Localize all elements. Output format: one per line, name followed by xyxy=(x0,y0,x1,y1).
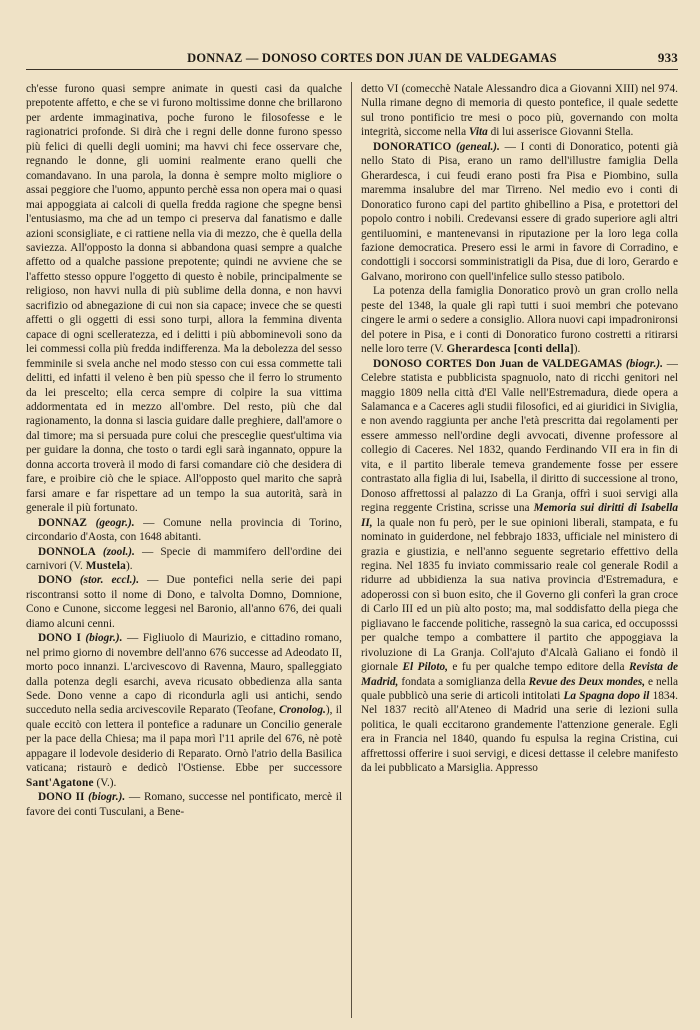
cross-reference: Mustela xyxy=(85,559,127,572)
two-column-body xyxy=(26,82,678,1018)
left-column xyxy=(26,82,352,1018)
right-column xyxy=(352,82,678,1018)
entry-dono-ii: DONO II (biogr.). — Romano, successe nel pontificato, mercè il favore dei conti Tusculani, a Bene- xyxy=(26,791,343,818)
paragraph-continuation: ch'esse furono quasi sempre animate in questi casi da qualche prepotente affetto, e che se vi furono moltissime donne che brillarono per ardente immaginativa, poche furono le filosofesse e le ragionatrici profonde. Si dirà che i regni delle donne furono spesso più felici di quelli degli uomini; ma havvi chi fece osservare che, regnando le donne, gli uomini realmente erano quelli che comandavano. In una parola, la donna è sempre molto migliore o assai peggiore che l'uomo, appunto perchè essa non opera mai o quasi mai appoggiata ai calcoli di quella fredda ragione che spegne bensì l'entusiasmo, ma che ad un tempo ci preserva dal fanatismo e dalle azioni sconsigliate, e ci rattiene nella via di mezzo, che è quella della saviezza. All'opposto la donna si abbandona quasi sempre a qualche affetto od a qualche passione prepotente; quindi ne avviene che se l'affetto stesso oppure l'oggetto di questo è nobile, principalmente se religioso, non havvi nulla di più sublime della donna, e non havvi sacrifizio od abnegazione di cui non sia capace; invece che se questi affetti o gli oggetti di essi sono turpi, allora la femmina diventa capace di ogni scelleratezza, ed i delitti i più abbominevoli sono da lei commessi colla più fredda indifferenza. Ma la debolezza del sesso femminile si svela anche nel modo stesso con cui essa commette tali delitti, ed infatti il veleno è ben più spesso che il ferro lo strumento da lei prescelto; ella cerca sempre di colpire la sua vittima addormentata ed in mezzo all'ombre. Del resto, più che dal ragionamento, la donna si lascia guidare dalle preghiere, dall'amore o dal timore; ma si persuada pure colui che presceglie quest'ultima via per guidare la donna, che tosto o tardi egli sarà ingannato, oppure la donna accorta troverà il modo di farsi comandare ciò che desidera di fare, e proibire ciò che le spiace. All'opposto quel marito che saprà farsi amare e far rispettare ad un tempo la sua autorità, sarà in generale il più fortunato. xyxy=(26,83,342,515)
cross-reference: Gherardesca [conti della] xyxy=(446,343,574,356)
entry-donnola: DONNOLA (zool.). — Specie di mammifero dell'ordine dei carnivori (V. Mustela). xyxy=(26,545,343,572)
cross-reference: Sant'Agatone xyxy=(26,776,94,789)
entry-donoso-cortes: DONOSO CORTES Don Juan de VALDEGAMAS (biogr.). — Celebre statista e pubblicista spagnuolo, nato di ricchi genitori nel maggio 1809 nella città d'El Valle nell'Estremadura, diede opera a Salamanca e a Caceres agli studii filosofici, ed ai giuridici in Siviglia, e non avendo raggiunta per anche l'età prescritta dai regolamenti per essere ammesso nell'ordine degli avvocati, divenne professore al collegio di Caceres. Nel 1832, quando Ferdinando VII era in fin di vita, e il partito liberale temeva grandemente fosse per essere contrastato alla figlia di lui, Isabella, il diritto di successione al trono, Donoso affrettossi al palazzo di La Granja, offrì i suoi servigi alla regina reggente Cristina, scrisse una Memoria sui diritti di Isabella II, la quale non fu però, per le sue opinioni liberali, stampata, e fu nominato in guiderdone, nel febbrajo 1833, ufficiale nel ministero di grazia e giustizia, e nell'anno seguente segretario effettivo della regina. Nel 1835 fu inviato commissario reale col generale Rodil a ridurre ad ubbidienza la sua nativa provincia d'Estremadura, e adoperossi con sì buon esito, che il Governo gli conferì la gran croce di Carlo III ed un più alto posto; ma, mal soddisfatto della piega che pigliavano le faccende politiche, rassegnò la sua carica, ed occuposssi per qualche tempo a combattere il partito che appoggiava la rivoluzione di La Granja. Coll'ajuto d'Alcalà Galiano ei fondò il giornale El Piloto, e fu per qualche tempo editore della Revista de Madrid, fondata a somiglianza della Revue des Deux mondes, e nella quale pubblicò una serie di articoli intitolati La Spagna dopo il 1834. Nel 1837 recitò all'Ateneo di Madrid una serie di lezioni sulla politica, le quali eccitarono grandemente l'attenzione generale. Egli era in Francia nel 1840, quando fu espulsa la regina Cristina, cui affrettossi offerire i suoi servigi, e dicesi dettasse il celebre manifesto da lei pubblicato a Marsiglia. Appresso xyxy=(361,357,678,775)
header-title: DONNAZ — DONOSO CORTES DON JUAN DE VALDEGAMAS xyxy=(187,51,557,65)
entry-donoratico: DONORATICO (geneal.). — I conti di Donoratico, potenti già nello Stato di Pisa, erano un ramo dell'illustre famiglia Della Gherardesca, i cui feudi erano posti fra Pisa e Piombino, sulla maremma insalubre del mar Tirreno. Nel medio evo i conti di Donoratico furono capi del partito ghibellino a Pisa, e protettori del popolo contro i nobili. Credevansi essere di grado superiore agli altri gentiluomini, e mantenevansi in riputazione per la loro lega colla fazione democratica. Presero essi le armi in favore di Corradino, e condottigli i soccorsi somministratigli da Pisa, due di loro, Gerardo e Galvano, morirono con quell'infelice sullo stesso patibolo. xyxy=(361,140,678,283)
running-header xyxy=(26,50,678,66)
entry-dono-i: DONO I (biogr.). — Figliuolo di Maurizio, e cittadino romano, nel primo giorno di novembre dell'anno 676 successe ad Adeodato II, morto poco innanzi. L'arcivescovo di Ravenna, Mauro, spalleggiato dalla potenza degli esarchi, aveva ricusato obbedienza alla santa Sede. Dono venne a capo di ricondurla agli usi antichi, sendo succeduto nella sedia arcivescovile Reparato (Teofane, Cronolog.), il quale eccitò con lettera il pontefice a radunare un Concilio generale per la pace della Chiesa; ma il papa morì l'11 aprile del 676, nè potè appagare il lodevole desiderio di Reparato. Ornò l'atrio della Basilica vaticana; ristaurò e dedicò l'Ostiense. Ebbe per successore Sant'Agatone (V.). xyxy=(26,632,342,789)
paragraph-continuation: detto VI (comecchè Natale Alessandro dica a Giovanni XIII) nel 974. Nulla rimane degno di memoria di questo pontefice, il quale sedette sul trono pontificio tre mesi o poco più, governando con molta integrità, siccome nella Vita di lui asserisce Giovanni Stella. xyxy=(361,83,678,139)
paragraph: La potenza della famiglia Donoratico provò un gran crollo nella peste del 1348, la quale gli rapì tutti i suoi membri che potevano cingere le armi o sedere a consiglio. Allora nuovi capi impadronironsi del potere in Pisa, e i conti di Donoratico furono costretti a ritirarsi nelle loro terre (V. Gherardesca [conti della]). xyxy=(361,285,678,356)
entry-donnaz: DONNAZ (geogr.). — Comune nella provincia di Torino, circondario d'Aosta, con 1648 abitanti. xyxy=(26,516,342,544)
header-rule xyxy=(26,69,678,70)
entry-dono: DONO (stor. eccl.). — Due pontefici nella serie dei papi riscontransi sotto il nome di Dono, e talvolta Domno, Domnione, Cono e Cunone, siccome leggesi nel Baronio, all'anno 676, dei quali diamo alcuni cenni. xyxy=(26,574,342,630)
page-number: 933 xyxy=(657,50,678,65)
